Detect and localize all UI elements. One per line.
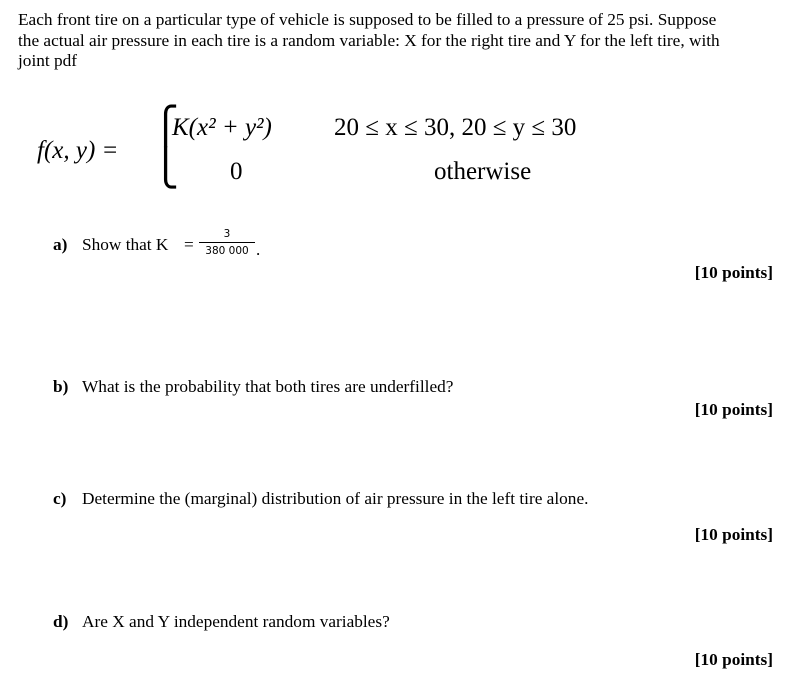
question-d-points: [10 points] — [694, 650, 773, 669]
intro-line-2: the actual air pressure in each tire is a random variable: X for the right tire and Y for the left tire, with — [18, 30, 720, 50]
question-a-text: Show that K — [82, 235, 169, 254]
pdf-lhs: f(x, y) = — [37, 137, 119, 164]
question-d — [53, 612, 390, 632]
question-a-label: a) — [53, 235, 68, 254]
fraction-denominator: 380 000 — [205, 245, 249, 257]
pdf-case2-condition: otherwise — [434, 158, 532, 185]
question-b-text: What is the probability that both tires are underfilled? — [82, 377, 454, 396]
question-a-points: [10 points] — [694, 263, 773, 282]
pdf-case1-condition: 20 ≤ x ≤ 30, 20 ≤ y ≤ 30 — [334, 114, 577, 141]
brace-top: ⎧ — [152, 106, 179, 146]
question-b-points: [10 points] — [694, 400, 773, 419]
brace-bottom: ⎩ — [152, 148, 179, 188]
question-c-points: [10 points] — [694, 525, 773, 544]
question-c-text: Determine the (marginal) distribution of air pressure in the left tire alone. — [82, 489, 589, 508]
question-a-period: . — [256, 240, 261, 259]
intro-line-3: joint pdf — [18, 51, 78, 70]
k-fraction — [199, 228, 255, 258]
problem-intro — [18, 10, 780, 72]
fraction-bar — [199, 242, 255, 243]
intro-line-1: Each front tire on a particular type of vehicle is supposed to be filled to a pressure of 25 psi. Suppose — [18, 10, 717, 29]
pdf-case1-expr: K(x² + y²) — [172, 114, 272, 141]
question-c — [53, 489, 588, 509]
question-a — [53, 235, 168, 255]
question-a-equals: = — [184, 235, 194, 254]
question-d-text: Are X and Y independent random variables? — [82, 612, 390, 631]
pdf-case2-expr: 0 — [230, 158, 243, 185]
question-d-label: d) — [53, 612, 69, 631]
question-c-label: c) — [53, 489, 67, 508]
question-b — [53, 377, 453, 397]
fraction-numerator: 3 — [223, 228, 231, 240]
question-b-label: b) — [53, 377, 69, 396]
